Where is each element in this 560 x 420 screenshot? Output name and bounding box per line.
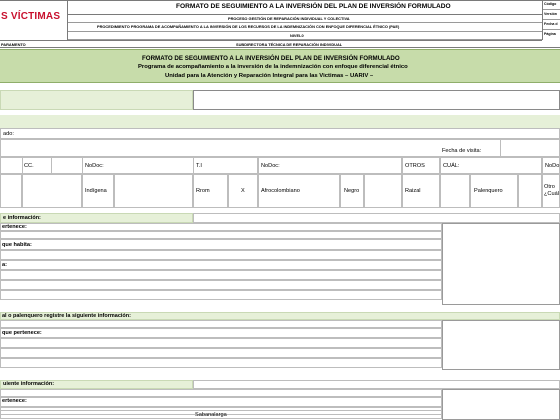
ethnicity-cell [0, 174, 22, 208]
meta-codigo-label: Código [544, 2, 557, 6]
ethnicity-checkbox[interactable] [114, 174, 193, 208]
indigena-label: Indígena [85, 188, 107, 194]
grid-row [0, 320, 442, 328]
ethnicity-cell [22, 174, 82, 208]
grid-row[interactable] [0, 280, 442, 290]
banner-line-1: FORMATO DE SEGUIMIENTO A LA INVERSIÓN DEL PLAN DE INVERSIÓN FORMULADO [142, 55, 400, 62]
meta-row [543, 10, 560, 20]
section-1-title: e información: [3, 215, 41, 221]
meta-pagina-label: Página [544, 32, 556, 36]
doc-cell [402, 157, 440, 174]
grid-row[interactable] [0, 250, 442, 260]
section-2-field-a: que pertenece: [2, 330, 42, 336]
ethnicity-cell [542, 174, 560, 208]
grid-row[interactable] [0, 348, 442, 358]
sabanalarga-value: Sabanalarga [195, 412, 227, 418]
grid-row[interactable] [0, 231, 442, 239]
section-header [0, 213, 193, 223]
cual-question-label: ¿Cuál [544, 191, 559, 197]
rrom-label: Rrom [196, 188, 210, 194]
nodoc-label-1: NoDoc: [85, 163, 104, 169]
section-band [0, 115, 560, 128]
ethnicity-cell [402, 174, 440, 208]
fecha-visita-input[interactable] [500, 139, 560, 157]
section-3-right-cell [193, 380, 560, 389]
section-3-title: uiente información: [3, 381, 55, 387]
fecha-label-cell [440, 146, 500, 157]
header-version-label: NIVEL0 [290, 33, 304, 38]
header-process-line: PROCESO GESTIÓN DE REPARACIÓN INDIVIDUAL Y COLECTIVA [228, 16, 350, 21]
banner-line-2: Programa de acompañamiento a la inversión de la indemnización con enfoque diferencial étnico [138, 64, 408, 70]
rrom-x-mark: X [241, 188, 245, 194]
form-row [0, 128, 560, 139]
doc-cell [22, 157, 52, 174]
cual-label: CUÁL: [443, 163, 460, 169]
doc-cell [82, 157, 194, 174]
otros-label: OTROS [405, 163, 425, 169]
header-title-cell [68, 0, 542, 15]
meta-row [543, 0, 560, 10]
raizal-label: Raizal [405, 188, 421, 194]
ethnicity-checkbox[interactable] [228, 174, 258, 208]
header-version-row [68, 32, 542, 40]
palenquero-label: Palenquero [474, 188, 503, 194]
logo-cell [0, 0, 68, 40]
text-input-cell[interactable] [193, 90, 560, 110]
fecha-visita-label: Fecha de visita: [442, 148, 482, 154]
ethnicity-cell [193, 174, 228, 208]
negro-label: Negro [344, 188, 360, 194]
grid-row[interactable] [0, 270, 442, 280]
header-dept-center: SUBDIRECTORA TÉCNICA DE REPARACIÓN INDIVIDUAL [236, 42, 343, 47]
grid-row [0, 239, 442, 250]
nodoc-label-2: NoDoc: [261, 163, 280, 169]
header-procedure-row [68, 23, 542, 32]
title-banner [0, 49, 560, 83]
doc-cell [542, 157, 560, 174]
meta-row [543, 20, 560, 30]
section-1-field-b: que habita: [2, 242, 32, 248]
section-1-right-cell [193, 213, 560, 223]
header-procedure-line: PROCEDIMIENTO PROGRAMA DE ACOMPAÑAMIENTO A LA INVERSIÓN DE LOS RECURSOS DE LA INDEMNIZACIÓN CON ENFOQUE DIFERENCIAL ÉTNICO (PAE) [97, 24, 400, 29]
section-1-grid [0, 223, 560, 305]
section-header [0, 312, 560, 320]
section-3-field-a: ertenece: [2, 398, 27, 404]
section-3-grid [0, 389, 560, 420]
ethnicity-cell [258, 174, 340, 208]
header-meta-column [542, 0, 560, 40]
doc-cell [258, 157, 402, 174]
section-1-field-c: a: [2, 262, 7, 268]
ethnicity-checkbox[interactable] [440, 174, 470, 208]
ethnicity-cell [470, 174, 518, 208]
logo-text: S VÍCTIMAS [1, 11, 61, 22]
grid-row [0, 410, 442, 419]
grid-row [0, 389, 442, 397]
cc-label: CC. [24, 163, 34, 169]
afro-label: Afrocolombiano [261, 188, 300, 194]
doc-cell [440, 157, 542, 174]
section-2-title: al o palenquero registre la siguiente información: [2, 313, 131, 319]
grid-row [0, 260, 442, 270]
ethnicity-checkbox[interactable] [518, 174, 542, 208]
section-1-field-a: ertenece: [2, 224, 27, 230]
section-3-side-box[interactable] [442, 389, 560, 420]
section-2-grid [0, 320, 560, 370]
ethnicity-checkbox[interactable] [364, 174, 402, 208]
ti-label: T.I [196, 163, 202, 169]
ethnicity-cell [340, 174, 364, 208]
grid-row[interactable] [0, 338, 442, 348]
grid-row [0, 328, 442, 338]
header-process-row [68, 15, 542, 23]
section-1-side-box[interactable] [442, 223, 560, 305]
header-dept-row [0, 40, 542, 48]
header-main-title: FORMATO DE SEGUIMIENTO A LA INVERSIÓN DEL PLAN DE INVERSIÓN FORMULADO [176, 3, 451, 10]
banner-line-3: Unidad para la Atención y Reparación Integral para las Victimas – UARIV – [165, 73, 374, 79]
otro-label: Otro [544, 184, 555, 190]
ethnicity-cell [82, 174, 114, 208]
green-label-cell [0, 90, 193, 110]
meta-fecha-label: Fecha d [544, 22, 558, 26]
ado-label: ado: [3, 131, 14, 137]
section-header [0, 380, 193, 389]
section-2-side-box[interactable] [442, 320, 560, 370]
grid-row[interactable] [0, 358, 442, 368]
nodoc-label-3: NoDo [545, 163, 560, 169]
meta-version-label: Versión [544, 12, 557, 16]
grid-row [0, 223, 442, 231]
grid-row [0, 397, 442, 407]
meta-row [543, 30, 560, 40]
grid-row[interactable] [0, 290, 442, 300]
doc-cell [193, 157, 258, 174]
header-dept-left: PARAMENTO [1, 42, 26, 47]
